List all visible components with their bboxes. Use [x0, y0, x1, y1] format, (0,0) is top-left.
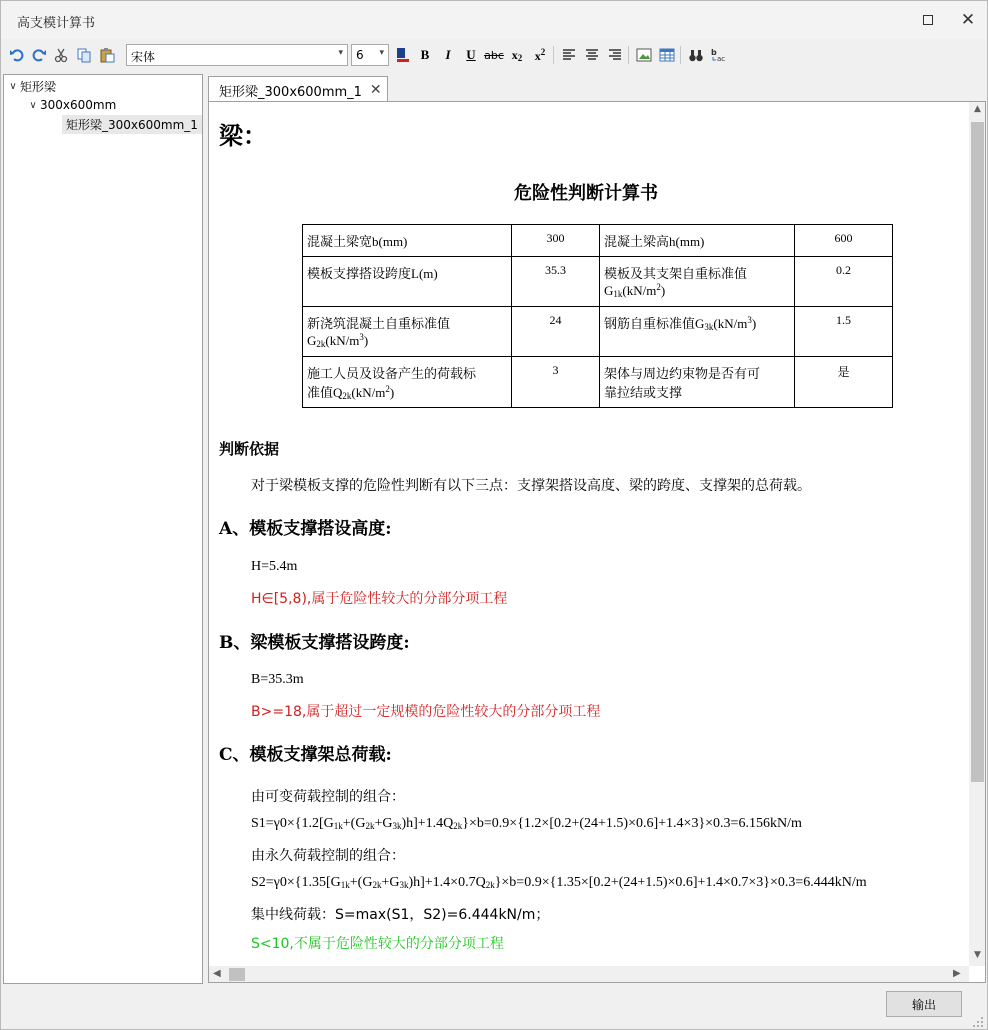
- align-right-button[interactable]: [605, 44, 625, 66]
- tree-panel: [3, 74, 203, 984]
- formula-part: +(G: [342, 816, 366, 831]
- section-c-title: C、模板支撑架总荷载:: [219, 745, 392, 765]
- formula-part: )h]+1.4Q: [401, 816, 454, 831]
- table-cell: 0.2: [795, 257, 893, 307]
- formula-part: +G: [374, 816, 393, 831]
- tree-node-label: 300x600mm: [40, 98, 117, 112]
- tab-label: 矩形梁_300x600mm_1: [219, 84, 362, 100]
- strikethrough-button[interactable]: [484, 44, 504, 66]
- cell-superscript: 3: [747, 315, 752, 325]
- scissors-icon: [53, 47, 69, 63]
- section-b-value: B=35.3m: [251, 672, 304, 687]
- cell-text: 模板及其支架自重标准值: [604, 266, 748, 281]
- doc-title: 危险性判断计算书: [514, 183, 658, 204]
- image-icon: [636, 47, 652, 63]
- svg-text:b: b: [711, 48, 717, 57]
- table-cell: 1.5: [795, 307, 893, 357]
- basis-title: 判断依据: [219, 440, 280, 458]
- cell-text: (kN/m: [325, 333, 360, 348]
- formula-subscript: 2k: [365, 821, 375, 831]
- vertical-scrollbar[interactable]: [969, 102, 986, 966]
- table-cell: 混凝土梁宽b(mm): [303, 225, 512, 257]
- scrollbar-thumb[interactable]: [229, 968, 245, 981]
- tree-node-size[interactable]: [26, 96, 116, 114]
- undo-button[interactable]: [7, 44, 27, 66]
- formula-subscript: 1k: [333, 821, 343, 831]
- formula-part: +G: [381, 875, 400, 890]
- binoculars-icon: [688, 47, 704, 63]
- toolbar-divider: [553, 46, 554, 64]
- cell-text: ): [389, 385, 395, 400]
- section-c-line: 由可变荷载控制的组合：: [251, 789, 405, 805]
- cell-subscript: 2k: [316, 339, 326, 349]
- cell-superscript: 3: [359, 332, 364, 342]
- formula-part: }×b=0.9×{1.35×[0.2+(24+1.5)×0.6]+1.4×0.7×3}×0.3=6.444kN/m: [494, 875, 867, 890]
- subscript-icon: $x_2$: [511, 47, 523, 63]
- paste-icon: [99, 47, 115, 63]
- cell-text: 钢筋自重标准值G: [604, 316, 705, 331]
- copy-icon: [76, 47, 92, 63]
- underline-button[interactable]: [461, 44, 481, 66]
- table-cell: 300: [512, 225, 600, 257]
- scrollbar-thumb[interactable]: [971, 122, 984, 782]
- basis-text: 对于梁模板支撑的危险性判断有以下三点：支撑架搭设高度、梁的跨度、支撑架的总荷载。: [251, 478, 811, 494]
- formula-subscript: 1k: [340, 880, 350, 890]
- undo-icon: [9, 47, 25, 63]
- strikethrough-icon: abc: [484, 48, 504, 62]
- table-row: [303, 307, 893, 357]
- table-row: [303, 357, 893, 408]
- close-icon[interactable]: ✕: [369, 82, 382, 98]
- align-center-icon: [584, 47, 600, 63]
- align-right-icon: [607, 47, 623, 63]
- font-family-value: 宋体: [131, 50, 156, 64]
- maximize-icon: [923, 15, 933, 25]
- font-size-value: 6: [356, 48, 364, 62]
- table-cell: [600, 307, 795, 357]
- superscript-button[interactable]: [530, 44, 550, 66]
- cell-text: (kN/m: [351, 385, 386, 400]
- superscript-icon: $x^2$: [534, 46, 546, 63]
- cell-text: 新浇筑混凝土自重标准值: [307, 316, 451, 331]
- font-color-button[interactable]: [393, 44, 413, 66]
- formula-part: S1=γ0×{1.2[G: [251, 816, 334, 831]
- formula-subscript: 2k: [485, 880, 495, 890]
- parameter-table: [302, 224, 893, 408]
- redo-button[interactable]: [29, 44, 49, 66]
- section-a-result: H∈[5,8),属于危险性较大的分部分项工程: [251, 591, 508, 607]
- formula-part: S2=γ0×{1.35[G: [251, 875, 341, 890]
- copy-button[interactable]: [74, 44, 94, 66]
- horizontal-scrollbar[interactable]: [209, 966, 969, 983]
- formula-s1: [251, 816, 802, 832]
- section-a-value: H=5.4m: [251, 559, 298, 574]
- table-cell: 模板支撑搭设跨度L(m): [303, 257, 512, 307]
- find-button[interactable]: [686, 44, 706, 66]
- cell-text: ): [363, 333, 369, 348]
- doc-heading: 梁：: [219, 124, 267, 150]
- table-cell: 3: [512, 357, 600, 408]
- tab-strip: [208, 74, 986, 102]
- table-cell: 24: [512, 307, 600, 357]
- chevron-up-icon[interactable]: ▲: [974, 104, 981, 114]
- formula-part: )h]+1.4×0.7Q: [408, 875, 486, 890]
- document-body: [209, 102, 969, 966]
- formula-subscript: 3k: [392, 821, 402, 831]
- cell-text: 靠拉结或支撑: [604, 385, 683, 400]
- align-left-icon: [561, 47, 577, 63]
- close-button[interactable]: [953, 7, 983, 33]
- chevron-down-icon[interactable]: ∨: [9, 80, 17, 92]
- table-cell: 混凝土梁高h(mm): [600, 225, 795, 257]
- redo-icon: [31, 47, 47, 63]
- replace-icon: [710, 47, 728, 63]
- formula-part: }×b=0.9×{1.2×[0.2+(24+1.5)×0.6]+1.4×3}×0.3=6.156kN/m: [462, 816, 802, 831]
- replace-button[interactable]: [709, 44, 729, 66]
- resize-grip-icon[interactable]: [971, 1015, 985, 1029]
- cell-text: ): [660, 283, 666, 298]
- cell-subscript: 1k: [613, 289, 623, 299]
- cell-text: G: [307, 333, 317, 348]
- font-family-select[interactable]: [126, 44, 348, 66]
- table-icon: [659, 47, 675, 63]
- subscript-button[interactable]: [507, 44, 527, 66]
- cell-text: (kN/m: [622, 283, 657, 298]
- cell-text: 施工人员及设备产生的荷载标: [307, 366, 477, 381]
- tree-node-label: 矩形梁_300x600mm_1: [62, 115, 202, 134]
- chevron-down-icon: ▾: [338, 48, 343, 58]
- chevron-left-icon[interactable]: ◀: [213, 968, 221, 979]
- cell-subscript: 3k: [704, 322, 714, 332]
- tab-document[interactable]: [208, 76, 388, 103]
- align-center-button[interactable]: [582, 44, 602, 66]
- paste-button[interactable]: [97, 44, 117, 66]
- table-cell: 600: [795, 225, 893, 257]
- chevron-down-icon[interactable]: ∨: [29, 99, 37, 111]
- table-cell: [600, 357, 795, 408]
- section-a-title: A、模板支撑搭设高度:: [219, 519, 392, 539]
- table-row: [303, 257, 893, 307]
- cell-subscript: 2k: [342, 391, 352, 401]
- formula-part: +(G: [349, 875, 373, 890]
- toolbar: [1, 41, 987, 69]
- output-button-label: 输出: [911, 997, 936, 1012]
- formula-s2: [251, 875, 867, 891]
- cell-superscript: 2: [656, 282, 661, 292]
- table-cell: [303, 357, 512, 408]
- title-bar: [1, 1, 987, 39]
- table-cell: 35.3: [512, 257, 600, 307]
- formula-subscript: 3k: [399, 880, 409, 890]
- section-b-result: B>=18,属于超过一定规模的危险性较大的分部分项工程: [251, 704, 601, 720]
- chevron-right-icon[interactable]: ▶: [953, 968, 961, 979]
- bold-icon: B: [420, 47, 430, 62]
- document-editor[interactable]: [208, 101, 986, 983]
- underline-icon: U: [466, 47, 476, 62]
- table-cell: 是: [795, 357, 893, 408]
- toolbar-divider: [628, 46, 629, 64]
- section-c-line: 由永久荷载控制的组合：: [251, 848, 405, 864]
- close-icon: ✕: [960, 9, 976, 30]
- cell-text: G: [604, 283, 614, 298]
- align-left-button[interactable]: [559, 44, 579, 66]
- section-b-title: B、梁模板支撑搭设跨度:: [219, 633, 410, 653]
- maximize-button[interactable]: [913, 7, 943, 33]
- table-cell: [303, 307, 512, 357]
- font-size-select[interactable]: [351, 44, 389, 66]
- cell-superscript: 2: [385, 384, 390, 394]
- chevron-down-icon: ▾: [379, 48, 384, 58]
- svg-text:ac: ac: [717, 55, 726, 63]
- formula-subscript: 2k: [372, 880, 382, 890]
- insert-image-button[interactable]: [634, 44, 654, 66]
- bold-button[interactable]: [415, 44, 435, 66]
- chevron-down-icon[interactable]: ▼: [974, 950, 981, 960]
- tree-node-beam[interactable]: [62, 115, 202, 133]
- output-button[interactable]: [886, 991, 962, 1017]
- section-c-result: S<10,不属于危险性较大的分部分项工程: [251, 936, 504, 952]
- cell-text: 架体与周边约束物是否有可: [604, 366, 761, 381]
- cell-text: ): [751, 316, 757, 331]
- window-title: 高支模计算书: [17, 16, 96, 31]
- italic-icon: I: [445, 47, 451, 62]
- table-row: [303, 225, 893, 257]
- cell-text: (kN/m: [713, 316, 748, 331]
- table-cell: [600, 257, 795, 307]
- insert-table-button[interactable]: [657, 44, 677, 66]
- cell-text: 准值Q: [307, 385, 343, 400]
- tree-node-root[interactable]: [6, 77, 56, 95]
- font-color-icon: [395, 47, 411, 63]
- italic-button[interactable]: [438, 44, 458, 66]
- toolbar-divider: [680, 46, 681, 64]
- formula-subscript: 2k: [453, 821, 463, 831]
- section-c-line: 集中线荷载：S=max(S1，S2)=6.444kN/m；: [251, 907, 550, 923]
- tree-node-label: 矩形梁: [20, 79, 57, 94]
- cut-button[interactable]: [51, 44, 71, 66]
